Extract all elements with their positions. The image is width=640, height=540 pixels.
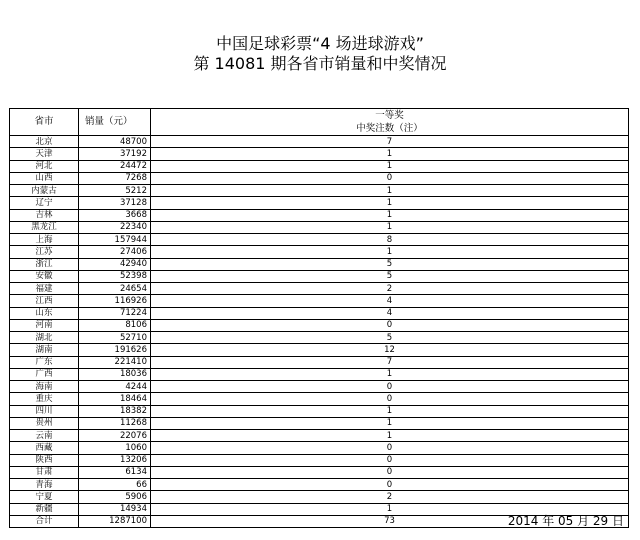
sales-cell: 5212 [79, 185, 151, 197]
province-cell: 河南 [10, 319, 79, 331]
province-cell: 安徽 [10, 270, 79, 282]
winners-cell: 0 [151, 319, 629, 331]
sales-cell: 191626 [79, 344, 151, 356]
table-row [10, 185, 629, 197]
table-row [10, 270, 629, 282]
sales-cell: 48700 [79, 136, 151, 148]
table-row [10, 368, 629, 380]
province-cell: 广西 [10, 368, 79, 380]
province-cell: 辽宁 [10, 197, 79, 209]
province-cell: 福建 [10, 283, 79, 295]
winners-cell: 2 [151, 491, 629, 503]
province-cell: 黑龙江 [10, 221, 79, 233]
province-cell: 山西 [10, 172, 79, 184]
province-cell: 陕西 [10, 454, 79, 466]
sales-cell: 52710 [79, 332, 151, 344]
province-cell: 重庆 [10, 393, 79, 405]
province-cell: 天津 [10, 148, 79, 160]
table-row [10, 491, 629, 503]
winners-cell: 1 [151, 503, 629, 515]
title-line-2: 第 14081 期各省市销量和中奖情况 [193, 54, 447, 73]
province-cell: 新疆 [10, 503, 79, 515]
sales-cell: 116926 [79, 295, 151, 307]
sales-cell: 4244 [79, 381, 151, 393]
province-cell: 青海 [10, 479, 79, 491]
sales-cell: 11268 [79, 417, 151, 429]
winners-cell: 0 [151, 442, 629, 454]
table-row [10, 332, 629, 344]
winners-cell: 12 [151, 344, 629, 356]
winners-cell: 0 [151, 466, 629, 478]
province-cell: 湖北 [10, 332, 79, 344]
winners-cell: 4 [151, 295, 629, 307]
sales-cell: 18464 [79, 393, 151, 405]
winners-cell: 7 [151, 356, 629, 368]
province-cell: 上海 [10, 234, 79, 246]
table-header-row [10, 109, 629, 123]
table-row [10, 442, 629, 454]
winners-cell: 0 [151, 479, 629, 491]
winners-cell: 1 [151, 405, 629, 417]
winners-cell: 4 [151, 307, 629, 319]
winners-cell: 1 [151, 197, 629, 209]
table-row [10, 234, 629, 246]
table-row [10, 319, 629, 331]
sales-cell: 71224 [79, 307, 151, 319]
province-cell: 海南 [10, 381, 79, 393]
table-row [10, 246, 629, 258]
province-cell: 浙江 [10, 258, 79, 270]
table-row [10, 172, 629, 184]
province-cell: 湖南 [10, 344, 79, 356]
winners-cell: 5 [151, 258, 629, 270]
winners-cell: 0 [151, 381, 629, 393]
table-row [10, 160, 629, 172]
province-cell: 西藏 [10, 442, 79, 454]
table-row [10, 209, 629, 221]
sales-cell: 18036 [79, 368, 151, 380]
sales-cell: 14934 [79, 503, 151, 515]
winners-cell: 0 [151, 454, 629, 466]
winners-cell: 1 [151, 148, 629, 160]
table-body [10, 136, 629, 528]
table-row [10, 417, 629, 429]
sales-cell: 8106 [79, 319, 151, 331]
sales-cell: 221410 [79, 356, 151, 368]
table-row [10, 197, 629, 209]
province-cell: 云南 [10, 430, 79, 442]
province-cell: 甘肃 [10, 466, 79, 478]
sales-cell: 52398 [79, 270, 151, 282]
winners-cell: 7 [151, 136, 629, 148]
sales-cell: 5906 [79, 491, 151, 503]
sales-cell: 7268 [79, 172, 151, 184]
sales-cell: 24472 [79, 160, 151, 172]
sales-cell: 18382 [79, 405, 151, 417]
winners-cell: 8 [151, 234, 629, 246]
sales-cell: 22340 [79, 221, 151, 233]
table-row [10, 356, 629, 368]
header-province: 省市 [10, 109, 79, 136]
province-cell: 内蒙古 [10, 185, 79, 197]
winners-cell: 1 [151, 368, 629, 380]
sales-cell: 1060 [79, 442, 151, 454]
table-row [10, 405, 629, 417]
table-row [10, 454, 629, 466]
winners-cell: 5 [151, 270, 629, 282]
report-date: 2014 年 05 月 29 日 [507, 514, 624, 528]
table-row [10, 221, 629, 233]
sales-table [9, 108, 629, 528]
table-row [10, 258, 629, 270]
table-row [10, 430, 629, 442]
winners-cell: 0 [151, 393, 629, 405]
sales-cell: 37192 [79, 148, 151, 160]
table-row [10, 381, 629, 393]
table-row [10, 148, 629, 160]
winners-cell: 1 [151, 209, 629, 221]
province-cell: 四川 [10, 405, 79, 417]
province-cell: 江西 [10, 295, 79, 307]
province-cell: 山东 [10, 307, 79, 319]
winners-cell: 1 [151, 430, 629, 442]
sales-cell: 24654 [79, 283, 151, 295]
sales-cell: 27406 [79, 246, 151, 258]
table-row [10, 283, 629, 295]
sales-cell: 13206 [79, 454, 151, 466]
title-line-1: 中国足球彩票“4 场进球游戏” [216, 34, 424, 53]
table-row [10, 295, 629, 307]
province-cell: 广东 [10, 356, 79, 368]
table-row [10, 479, 629, 491]
province-cell: 合计 [10, 515, 79, 527]
winners-cell: 1 [151, 246, 629, 258]
sales-cell: 3668 [79, 209, 151, 221]
header-prize-line2: 中奖注数（注） [151, 122, 629, 136]
province-cell: 江苏 [10, 246, 79, 258]
sales-cell: 6134 [79, 466, 151, 478]
winners-cell: 1 [151, 417, 629, 429]
winners-cell: 1 [151, 160, 629, 172]
sales-cell: 157944 [79, 234, 151, 246]
province-cell: 河北 [10, 160, 79, 172]
sales-cell: 1287100 [79, 515, 151, 527]
header-sales: 销量（元） [79, 109, 151, 136]
table-row [10, 307, 629, 319]
province-cell: 北京 [10, 136, 79, 148]
sales-cell: 22076 [79, 430, 151, 442]
sales-cell: 42940 [79, 258, 151, 270]
winners-cell: 1 [151, 185, 629, 197]
winners-cell: 1 [151, 221, 629, 233]
province-cell: 贵州 [10, 417, 79, 429]
header-prize-line1: 一等奖 [151, 109, 629, 123]
winners-cell: 2 [151, 283, 629, 295]
province-cell: 宁夏 [10, 491, 79, 503]
winners-cell: 5 [151, 332, 629, 344]
winners-cell: 0 [151, 172, 629, 184]
sales-cell: 37128 [79, 197, 151, 209]
table-row [10, 393, 629, 405]
province-cell: 吉林 [10, 209, 79, 221]
sales-cell: 66 [79, 479, 151, 491]
table-row [10, 466, 629, 478]
winners-cell: 73 [151, 515, 629, 527]
table-row [10, 136, 629, 148]
table-row [10, 344, 629, 356]
